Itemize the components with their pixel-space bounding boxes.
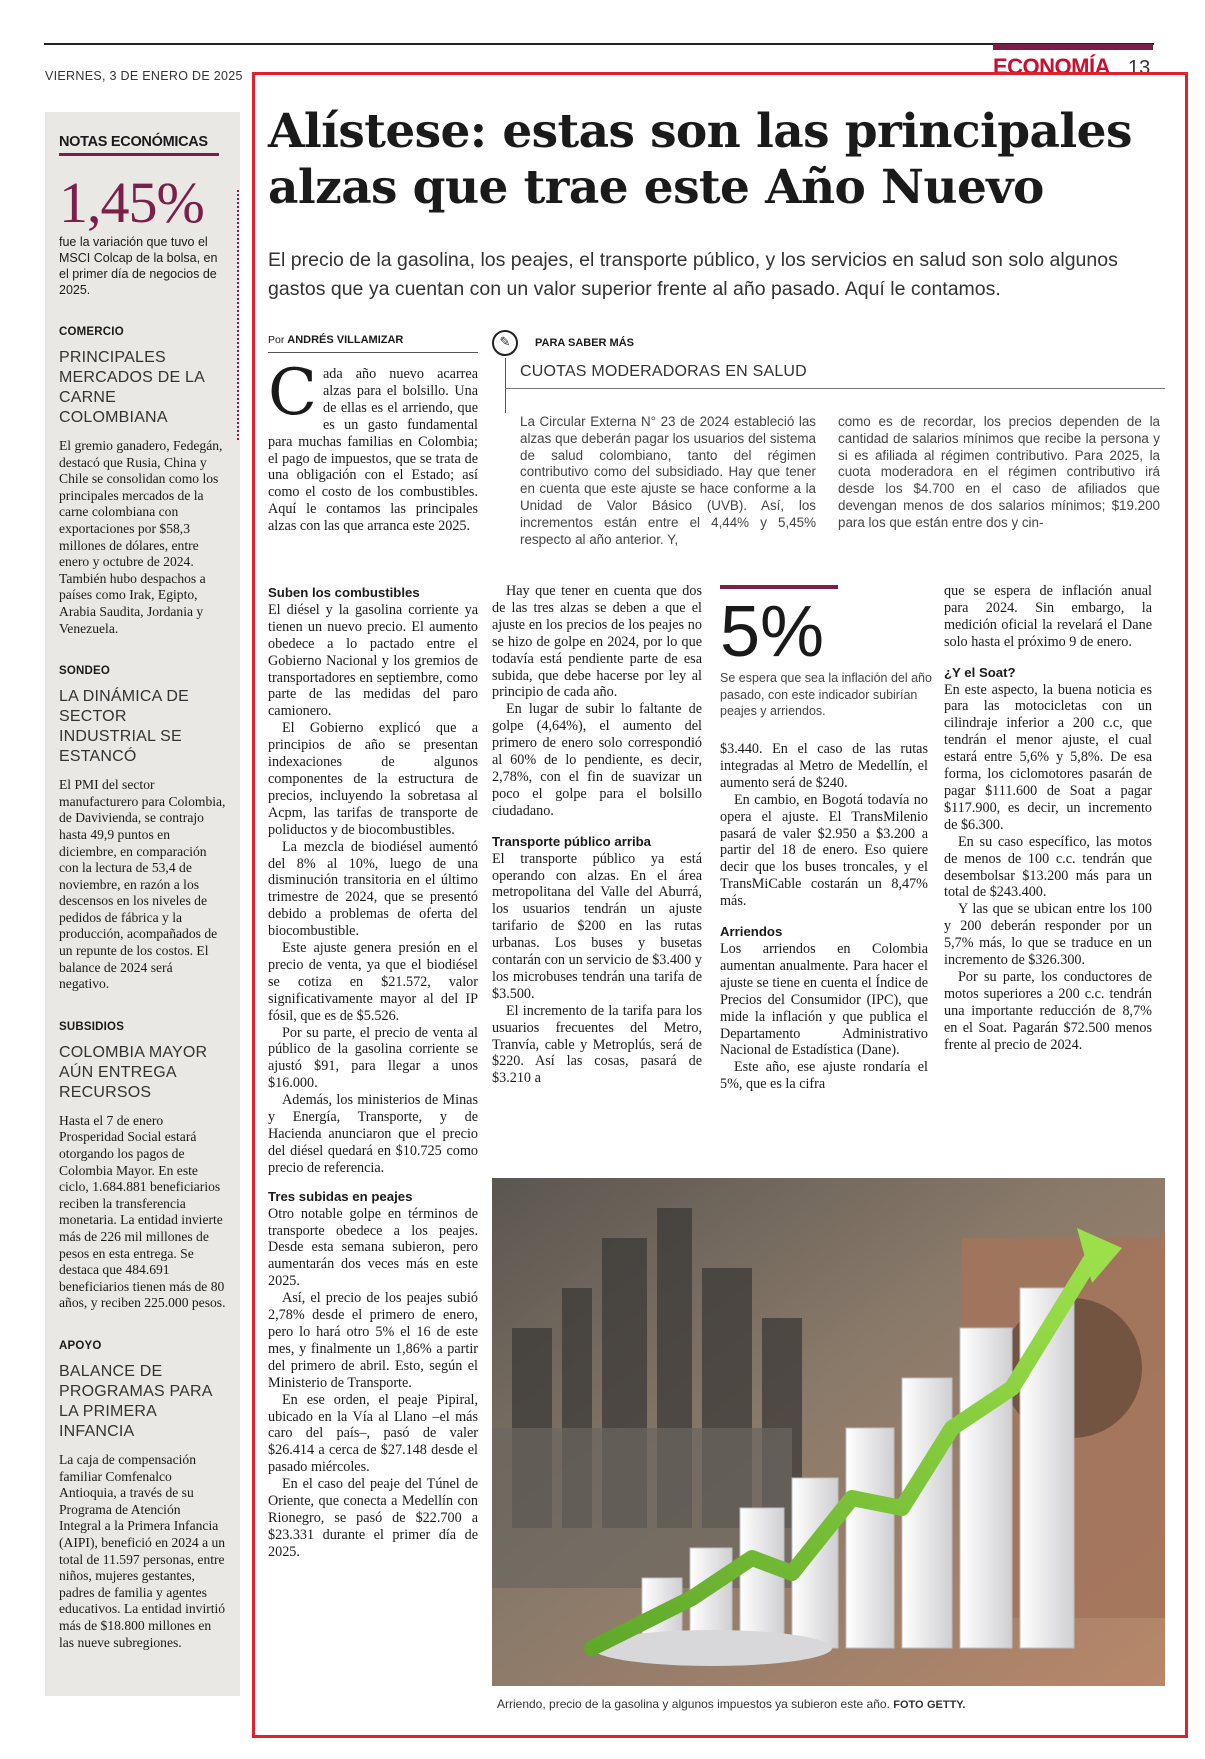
article-column-4 (944, 583, 1152, 1053)
dotted-divider (237, 190, 239, 440)
subhead-arriendos: Arriendos (720, 924, 783, 940)
feature-text: Se espera que sea la inflación del año pasado, con este indicador subirían peajes y arriendos. (720, 671, 932, 718)
section-body: La caja de compensación familiar Comfenalco Antioquia, a través de su Programa de Atención Integral a la Primera Infancia (AIPI), benefició en 2024 a un total de 11.597 personas, entre niños, mujeres gestantes, padres de familia y agentes educativos. La entidad invirtió más de $18.800 millones en las nueve subregiones. (59, 1451, 226, 1650)
growth-chart-illustration (492, 1178, 1165, 1686)
article-column-1 (268, 579, 478, 1561)
byline-author: ANDRÉS VILLAMIZAR (287, 334, 404, 346)
paragraph: Por su parte, el precio de venta al público de la gasolina corriente se ajustó $91, para llegar a unos $16.000. (268, 1024, 478, 1092)
feature-rule (720, 585, 838, 589)
article-photo (492, 1178, 1165, 1686)
box-rule (505, 388, 1165, 389)
paragraph: En su caso específico, las motos de menos de 100 c.c. tendrán que desembolsar $13.200 más para un total de $243.400. (944, 833, 1152, 901)
article-column-2 (492, 583, 702, 1087)
article-intro (268, 356, 478, 535)
caption-text: Arriendo, precio de la gasolina y algunos impuestos ya subieron este año. (497, 1697, 890, 1711)
paragraph: Además, los ministerios de Minas y Energía, Transporte, y de Hacienda anunciaron que el precio del diésel quedará en $10.725 como precio de referencia. (268, 1092, 478, 1176)
subhead-soat: ¿Y el Soat? (944, 664, 1016, 680)
paragraph: En ese orden, el peaje Pipiral, ubicado en la Vía al Llano –el más caro del país–, pasó de valer $26.414 a cerca de $27.148 desde el pasado miércoles. (268, 1391, 478, 1476)
paragraph: que se espera de inflación anual para 2024. Sin embargo, la medición oficial la revelará el Dane solo hasta el próximo 9 de enero. (944, 583, 1152, 650)
section-tag: SUBSIDIOS (59, 1020, 125, 1033)
paragraph: El transporte público ya está operando con alzas. En el área metropolitana del Valle del Aburrá, los usuarios tendrán un ajuste tarifario de $200 en las rutas urbanas. Los buses y busetas contarán con un servicio de $3.400 y los microbuses tendrán una tarifa de $3.500. (492, 850, 702, 1002)
section-tag: SONDEO (59, 665, 111, 678)
photo-credit: GETTY. (926, 1699, 966, 1711)
sidebar-title-rule (59, 153, 219, 156)
subhead-transporte: Transporte público arriba (492, 833, 652, 849)
paragraph: El Gobierno explicó que a principios de año se presentan indexaciones de algunos componentes de la estructura de precios, incluyendo la sobretasa al Acpm, las tarifas de transporte de poliductos y de biocombustibles. (268, 720, 478, 838)
box-tag: PARA SABER MÁS (535, 337, 635, 349)
paragraph: En lugar de subir lo faltante de golpe (4,64%), el aumento del primero de enero solo correspondió al 60% de lo pendiente, es decir, 2,78%, con el fin de suavizar un poco el golpe para el bolsillo ciudadano. (492, 701, 702, 819)
sidebar-section-comercio (59, 326, 226, 637)
section-tag: COMERCIO (59, 326, 124, 338)
edition-date: VIERNES, 3 DE ENERO DE 2025 (45, 69, 243, 83)
sidebar-section-sondeo (59, 665, 226, 993)
paragraph: En cambio, en Bogotá todavía no opera el ajuste. El TransMilenio pasará de valer $2.950 a $3.200 a partir del 18 de enero. Eso quiere decir que los buses troncales, y el TransMiCable costarán un 8,47% más. (720, 791, 928, 910)
section-tag: APOYO (59, 1339, 102, 1352)
pin-icon: ✎ (492, 330, 518, 356)
paragraph: Y las que se ubican entre los 100 y 200 deberán responder por un 5,7% más, lo que se traduce en un incremento de $326.300. (944, 901, 1152, 969)
feature-value: 5% (720, 592, 825, 672)
paragraph: En el caso del peaje del Túnel de Oriente, que conecta a Medellín con Rionegro, se pasó de $22.700 a $23.331 durante el primer día de 2025. (268, 1476, 478, 1560)
section-body: Hasta el 7 de enero Prosperidad Social estará otorgando los pagos de Colombia Mayor. En este ciclo, 1.684.881 beneficiarios reciben la transferencia monetaria. La entidad invierte más de 226 mil millones de pesos en esta entrega. Se destaca que 484.691 beneficiarios tienen más de 80 años, y reciben 225.000 pesos. (59, 1112, 226, 1311)
sidebar-title: NOTAS ECONÓMICAS (59, 134, 208, 150)
article-headline: Alístese: estas son las principales alzas que trae este Año Nuevo (268, 104, 1132, 215)
section-body: El PMI del sector manufacturero para Colombia, de Davivienda, se contrajo hasta 49,9 puntos en diciembre, en comparación con la lectura de 53,4 de noviembre, en razón a los descensos en los niveles de pedidos de fábrica y la producción, acompañados de un repunte de los costos. El balance de 2024 será negativo. (59, 777, 226, 992)
section-head: PRINCIPALES MERCADOS DE LA CARNE COLOMBIANA (59, 349, 205, 426)
sidebar-notas (45, 112, 240, 1696)
section-head: COLOMBIA MAYOR AÚN ENTREGA RECURSOS (59, 1043, 208, 1101)
dropcap: C (268, 356, 317, 430)
byline (268, 334, 403, 346)
sidebar-section-subsidios (59, 1021, 226, 1312)
box-column-1: La Circular Externa N° 23 de 2024 estableció las alzas que deberán pagar los usuarios del sistema de salud colombiano, tanto del régimen contributivo como del subsidiado. Hay que tener en cuenta que este ajuste se hace conforme a la Unidad de Valor Básico (UVB). Así, los incrementos están entre el 4,44% y 5,45% respecto al año anterior. Y, (520, 414, 816, 547)
top-rule (44, 43, 1154, 45)
subhead-peajes: Tres subidas en peajes (268, 1188, 413, 1204)
page-number: 13 (1128, 57, 1151, 79)
paragraph: Hay que tener en cuenta que dos de las tres alzas se deben a que el ajuste en los precios de los peajes no se hizo de golpe en 2024, por lo que todavía está pendiente parte de esa subida, que debe hacerse por ley al principio de cada año. (492, 583, 702, 701)
paragraph: Así, el precio de los peajes subió 2,78% desde el primero de enero, pero lo hará otro 5% el 16 de este mes, y finalmente un 1,86% a partir del primero de abril. Esto, según el Ministerio de Transporte. (268, 1290, 478, 1391)
photo-credit-label: FOTO (893, 1699, 924, 1711)
intro-text: ada año nuevo acarrea alzas para el bolsillo. Una de ellas es el arriendo, que es un gasto fundamental para muchas familias en Colombia; el pago de impuestos, que se trata de una obligación con el Estado; así como el costo de los combustibles. Aquí le contamos las principales alzas con las que arranca este 2025. (268, 366, 478, 535)
article-column-3 (720, 741, 928, 1093)
section-head: LA DINÁMICA DE SECTOR INDUSTRIAL SE ESTANCÓ (59, 688, 189, 766)
byline-prefix: Por (268, 334, 285, 346)
section-head: BALANCE DE PROGRAMAS PARA LA PRIMERA INFANCIA (59, 1362, 212, 1440)
paragraph: Este ajuste genera presión en el precio de venta, ya que el biodiésel se cotiza en $21.572, valor significativamente mayor al del IP fósil, que es de $5.526. (268, 940, 478, 1024)
article-deck: El precio de la gasolina, los peajes, el transporte público, y los servicios en salud son solo algunos gastos que ya cuentan con un valor superior frente al año pasado. Aquí le contamos. (268, 249, 1118, 300)
paragraph: Otro notable golpe en términos de transporte obedece a los peajes. Desde esta semana subieron, pero aumentarán dos veces más en este 2025. (268, 1205, 478, 1290)
box-column-2: como es de recordar, los precios dependen de la cantidad de salarios mínimos que recibe la persona y si es afiliada al régimen contributivo. Para 2025, la cuota moderadora en el régimen contributivo irá desde los $4.700 en el caso de afiliados que devengan menos de dos salarios mínimos; $19.200 para los que están entre dos y cin- (838, 414, 1160, 530)
box-head: CUOTAS MODERADORAS EN SALUD (520, 363, 807, 380)
section-bar (993, 44, 1153, 50)
section-body: El gremio ganadero, Fedegán, destacó que Rusia, China y Chile se consolidan como los principales mercados de la carne colombiana con exportaciones por $58,3 millones de dólares, entre enero y octubre de 2024. También hubo despachos a países como Irak, Egipto, Arabia Saudita, Jordania y Venezuela. (59, 438, 223, 636)
paragraph: La mezcla de biodiésel aumentó del 8% al 10%, luego de una disminución transitoria en el último trimestre de 2024, que se presentó debido a problemas de oferta del biocombustible. (268, 838, 478, 940)
paragraph: Los arriendos en Colombia aumentan anualmente. Para hacer el ajuste se tiene en cuenta el Índice de Precios del Consumidor (IPC), que mide la inflación y que publica el Departamento Administrativo Nacional de Estadística (Dane). (720, 940, 928, 1059)
paragraph: En este aspecto, la buena noticia es para las motocicletas con un cilindraje inferior a 200 c.c, que tendrán el menor ajuste, el cual estará entre 5,6% y 5,8%. De esa forma, los ciclomotores pasarán de pagar $111.600 de Soat a pagar $117.900, es decir, un incremento de $6.300. (944, 681, 1152, 833)
subhead-combustibles: Suben los combustibles (268, 585, 420, 600)
paragraph: El incremento de la tarifa para los usuarios frecuentes del Metro, Tranvía, cable y Metroplús, será de $220. Así las cosas, pasará de $3.210 a (492, 1002, 702, 1087)
sidebar-stat-text: fue la variación que tuvo el MSCI Colcap de la bolsa, en el primer día de negocios de 2025. (59, 235, 218, 297)
byline-rule (268, 352, 478, 353)
paragraph: Por su parte, los conductores de motos superiores a 200 c.c. tendrán una importante reducción de 8,7% en el Soat. Pagarán $72.500 menos frente al precio de 2024. (944, 968, 1152, 1053)
paragraph: Este año, ese ajuste rondaría el 5%, que es la cifra (720, 1059, 928, 1093)
paragraph: El diésel y la gasolina corriente ya tienen un nuevo precio. El aumento obedece a lo pactado entre el Gobierno Nacional y los gremios de transportadores en septiembre, como parte de las medidas del paro camionero. (268, 601, 478, 720)
paragraph: $3.440. En el caso de las rutas integradas al Metro de Medellín, el aumento será de $240. (720, 741, 928, 791)
photo-caption (497, 1697, 965, 1711)
section-name: ECONOMÍA (993, 54, 1110, 79)
sidebar-stat-value: 1,45% (59, 170, 204, 235)
sidebar-section-apoyo (59, 1340, 226, 1651)
box-divider (505, 358, 506, 413)
